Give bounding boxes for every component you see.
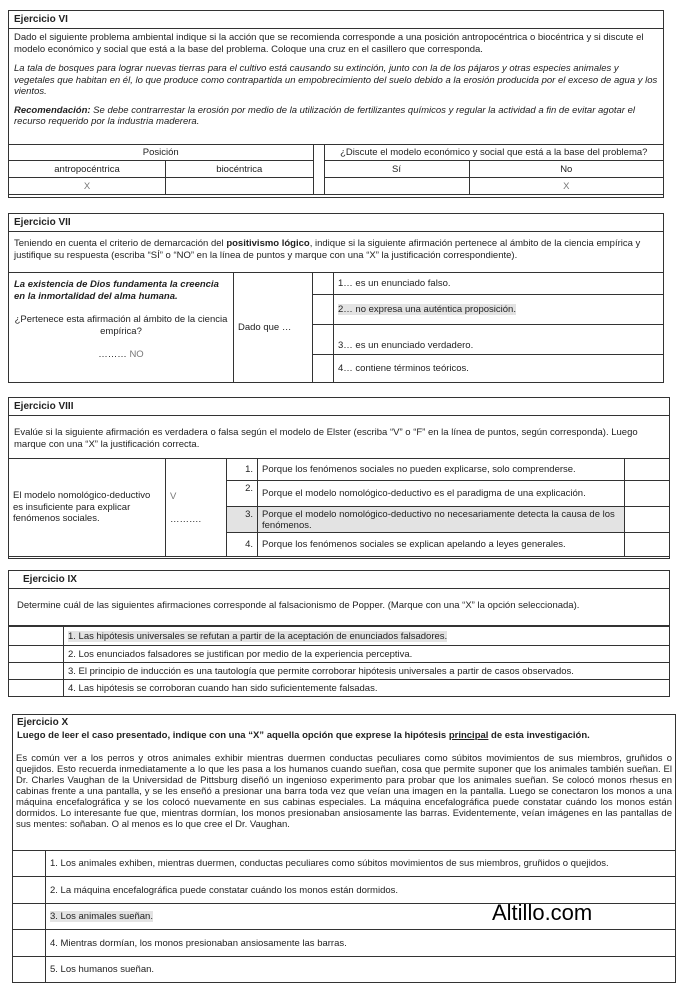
option-3-text: 3. Los animales sueñan. <box>50 911 153 922</box>
option-4: 4… contiene términos teóricos. <box>334 355 664 383</box>
exercise-title: Ejercicio VII <box>9 214 663 232</box>
positivismo-logico: positivismo lógico <box>226 238 310 249</box>
option-2: 2. Los enunciados falsadores se justifican por medio de la experiencia perceptiva. <box>64 646 670 663</box>
option-4: 4. Las hipótesis se corroboran cuando han sido suficientemente falsadas. <box>64 680 670 697</box>
option-1: 1. Los animales exhiben, mientras duermen, conductas peculiares como súbitos movimientos de sus miembros, gruñidos o quejidos. <box>46 851 676 877</box>
option-3: Porque el modelo nomológico-deductivo no necesariamente detecta la causa de los fenómenos. <box>258 507 625 533</box>
mark-cell[interactable] <box>13 930 46 957</box>
option-2 <box>334 295 664 325</box>
exercise-6 <box>8 10 664 198</box>
header-biocentrica: biocéntrica <box>166 161 314 178</box>
answer-cell[interactable] <box>166 459 227 557</box>
instructions: Evalúe si la siguiente afirmación es verdadera o falsa según el modelo de Elster (escriba “V” o “F” en la línea de puntos, según corresponda). Luego marque con una “X” la justificación correcta. <box>14 427 638 450</box>
case-passage: Es común ver a los perros y otros animales exhibir mientras duermen conductas peculiares como súbitos movimientos de sus miembros, gruñidos o quejidos. Esto recuerda inmediatamente a lo que les pasa a los humanos cuando sueñan, cosa que permite suponer que los animales también sueñan. El Dr. Charles Vaughan de la Universidad de Pittsburg diseñó un ingenioso experimento para probar que los animales sueñan. Se colocó monos rhesus en cabinas frente a una pantalla, y se les enseñó a presionar una barra toda vez que veían una imagen en la pantalla. Luego se conectaron los monos a una máquina encefalográfica y se los colocó nuevamente en sus cabinas especiales. La máquina encefalográfica puede constatar cuándo los monos están dormidos. Lo interesante fue que, mientras dormían, los monos presionaban ansiosamente las barras. Evidentemente, veían imágenes en las pantallas de sus mentes: soñaban. O al menos es lo que cree el Dr. Vaughan. <box>16 752 672 831</box>
option-3: 3. El principio de inducción es una tautología que permite corroborar hipótesis universales a partir de casos observados. <box>64 663 670 680</box>
answer: NO <box>129 349 144 360</box>
cell-si[interactable] <box>324 178 469 195</box>
mark-cell[interactable] <box>625 507 670 533</box>
instructions-part: de esta investigación. <box>488 730 590 741</box>
exercise-title: Ejercicio X <box>17 717 69 728</box>
mark-cell[interactable] <box>313 325 334 355</box>
option-1: Porque los fenómenos sociales no pueden explicarse, solo comprenderse. <box>258 459 625 481</box>
exercise-title: Ejercicio IX <box>9 571 669 589</box>
answer: V <box>170 490 177 502</box>
instructions <box>9 238 663 261</box>
mark-cell[interactable] <box>625 481 670 507</box>
mark-cell[interactable] <box>9 627 64 646</box>
mark-cell[interactable] <box>313 355 334 383</box>
option-1: 1… es un enunciado falso. <box>334 273 664 295</box>
instructions: Determine cuál de las siguientes afirmaciones corresponde al falsacionismo de Popper. (Marque con una “X” la opción seleccionada). <box>17 600 580 611</box>
watermark: Altillo.com <box>492 900 593 925</box>
option-1 <box>64 627 670 646</box>
option-4: Porque los fenómenos sociales se explican apelando a leyes generales. <box>258 533 625 557</box>
cell-antropocentrica[interactable]: X <box>9 178 166 195</box>
option-1-text: 1. Las hipótesis universales se refutan a partir de la aceptación de enunciados falsadores. <box>68 630 448 642</box>
mark-cell[interactable] <box>625 459 670 481</box>
instructions: Dado el siguiente problema ambiental indique si la acción que se recomienda corresponde a una posición antropocéntrica o biocéntrica y si discute el modelo económico y social que está a la base del problema. Coloque una cruz en el casillero que corresponda. <box>14 32 644 55</box>
cell-no[interactable]: X <box>469 178 663 195</box>
mark-cell[interactable] <box>313 273 334 295</box>
option-4-number: 4. <box>227 533 258 557</box>
answer-table <box>8 144 664 195</box>
mark-cell[interactable] <box>13 851 46 877</box>
recommendation-text: Se debe contrarrestar la erosión por medio de la utilización de fertilizantes químicos y regular la actividad a fin de evitar agotar el recurso requerido por la industria maderera. <box>14 104 635 127</box>
dado-que: Dado que … <box>234 273 313 383</box>
cell-biocentrica[interactable] <box>166 178 314 195</box>
recommendation-label: Recomendación: <box>14 104 91 116</box>
problem-text: La tala de bosques para lograr nuevas tierras para el cultivo está causando su extinción, junto con la de los pájaros y otras especies animales y vegetales que habitan en él, lo que produce como contrapartida un empobrecimiento del suelo debido a la erosión producida por el exceso de agua y los vientos. <box>14 63 658 97</box>
header-no: No <box>469 161 663 178</box>
question: ¿Pertenece esta afirmación al ámbito de la ciencia empírica? <box>14 314 228 337</box>
instructions-part: , indique si la siguiente afirmación pertenece al ámbito de la ciencia empírica y justifique su respuesta (escriba “SÍ” o “NO” en la línea de puntos y marque con una “X” la justificación correspondiente). <box>14 238 641 261</box>
option-3-number: 3. <box>227 507 258 533</box>
instructions-part: Teniendo en cuenta el criterio de demarcación del <box>14 238 227 249</box>
principal: principal <box>448 730 489 741</box>
option-4: 4. Mientras dormían, los monos presionaban ansiosamente las barras. <box>46 930 676 957</box>
exercise-7 <box>8 213 664 383</box>
mark-cell[interactable] <box>13 904 46 930</box>
option-1-number: 1. <box>227 459 258 481</box>
spacer <box>313 145 324 195</box>
header-discuss: ¿Discute el modelo económico y social que está a la base del problema? <box>324 145 663 161</box>
option-3: 3… es un enunciado verdadero. <box>334 325 664 355</box>
exercise-8 <box>8 397 670 559</box>
instructions-part: Luego de leer el caso presentado, indique con una “X” aquella opción que exprese la hipótesis <box>17 730 449 741</box>
mark-cell[interactable] <box>9 680 64 697</box>
statement-cell <box>9 273 234 383</box>
mark-cell[interactable] <box>13 877 46 904</box>
header-position: Posición <box>9 145 314 161</box>
option-2: 2. La máquina encefalográfica puede constatar cuándo los monos están dormidos. <box>46 877 676 904</box>
instructions <box>13 730 675 742</box>
answer-table <box>8 458 670 557</box>
exercise-9-options <box>8 626 670 697</box>
answer-table <box>8 272 664 383</box>
mark-cell[interactable] <box>313 295 334 325</box>
mark-cell[interactable] <box>9 646 64 663</box>
exercise-9 <box>8 570 670 626</box>
dots: ………. <box>170 513 202 525</box>
answer-line[interactable] <box>14 349 228 360</box>
exercise-title: Ejercicio VIII <box>9 398 669 416</box>
dots: ……… <box>98 349 130 360</box>
mark-cell[interactable] <box>13 957 46 983</box>
mark-cell[interactable] <box>9 663 64 680</box>
option-2-number: 2. <box>227 481 258 507</box>
mark-cell[interactable] <box>625 533 670 557</box>
exercise-title: Ejercicio VI <box>9 11 663 29</box>
option-2-text: 2… no expresa una auténtica proposición. <box>338 304 516 315</box>
header-si: Sí <box>324 161 469 178</box>
option-5: 5. Los humanos sueñan. <box>46 957 676 983</box>
statement: La existencia de Dios fundamenta la creencia en la inmortalidad del alma humana. <box>14 279 219 302</box>
header-antropocentrica: antropocéntrica <box>9 161 166 178</box>
recommendation <box>9 105 663 128</box>
option-2: Porque el modelo nomológico-deductivo es el paradigma de una explicación. <box>258 481 625 507</box>
exercise-10 <box>12 714 676 856</box>
statement: El modelo nomológico-deductivo es insuficiente para explicar fenómenos sociales. <box>9 459 166 557</box>
